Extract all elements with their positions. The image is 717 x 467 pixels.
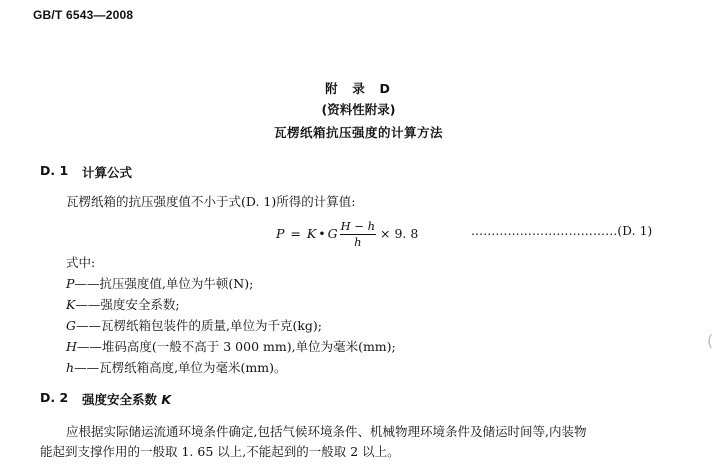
section-d1-intro: 瓦楞纸箱的抗压强度值不小于式(D. 1)所得的计算值: xyxy=(66,194,356,209)
appendix-subtitle: 瓦楞纸箱抗压强度的计算方法 xyxy=(273,125,443,140)
variable-row xyxy=(66,274,253,292)
variable-symbol: P xyxy=(66,276,75,291)
formula-g: G xyxy=(327,225,338,241)
where-label: 式中: xyxy=(66,255,96,270)
variable-row xyxy=(66,295,180,313)
section-d2-paragraph-line2: 能起到支撑作用的一般取 1. 65 以上,不能起到的一般取 2 以上。 xyxy=(40,444,400,459)
appendix-note: (资料性附录) xyxy=(321,102,396,117)
variable-symbol: H xyxy=(66,339,77,354)
variable-row xyxy=(66,316,322,334)
formula-times: × 9. 8 xyxy=(380,225,419,241)
variable-desc: ——抗压强度值,单位为牛顿(N); xyxy=(74,276,254,291)
formula xyxy=(276,216,418,250)
section-d2-number: D. 2 xyxy=(40,390,69,405)
variable-symbol: K xyxy=(66,297,76,312)
variable-row xyxy=(66,337,396,355)
formula-denominator: h xyxy=(354,234,362,249)
variable-symbol: h xyxy=(66,360,75,375)
formula-dot: • xyxy=(318,225,326,241)
formula-numerator: H − h xyxy=(340,218,376,233)
section-d1-number: D. 1 xyxy=(40,163,69,178)
formula-equals: = xyxy=(290,225,301,241)
variable-row xyxy=(66,358,287,376)
standard-code: GB/T 6543—2008 xyxy=(33,8,134,22)
section-d2-title-symbol: K xyxy=(161,392,172,407)
page-edge-mark: ( xyxy=(707,331,714,350)
section-d2-title xyxy=(82,390,171,408)
equation-number: ………………………………(D. 1) xyxy=(471,224,653,238)
variable-desc: ——强度安全系数; xyxy=(75,297,180,312)
appendix-title: 附 录 D xyxy=(325,81,392,96)
formula-fraction xyxy=(340,220,376,249)
formula-lhs: P xyxy=(276,225,285,241)
formula-k: K xyxy=(306,225,317,241)
variable-desc: ——瓦楞纸箱包装件的质量,单位为千克(kg); xyxy=(76,318,323,333)
section-d2-title-text: 强度安全系数 xyxy=(82,392,158,407)
section-d2-paragraph-line1: 应根据实际储运流通环境条件确定,包括气候环境条件、机械物理环境条件及储运时间等,内装物 xyxy=(66,424,587,439)
section-d1-title: 计算公式 xyxy=(82,165,133,180)
variable-desc: ——瓦楞纸箱高度,单位为毫米(mm)。 xyxy=(74,360,287,375)
variable-symbol: G xyxy=(66,318,76,333)
variable-desc: ——堆码高度(一般不高于 3 000 mm),单位为毫米(mm); xyxy=(76,339,396,354)
